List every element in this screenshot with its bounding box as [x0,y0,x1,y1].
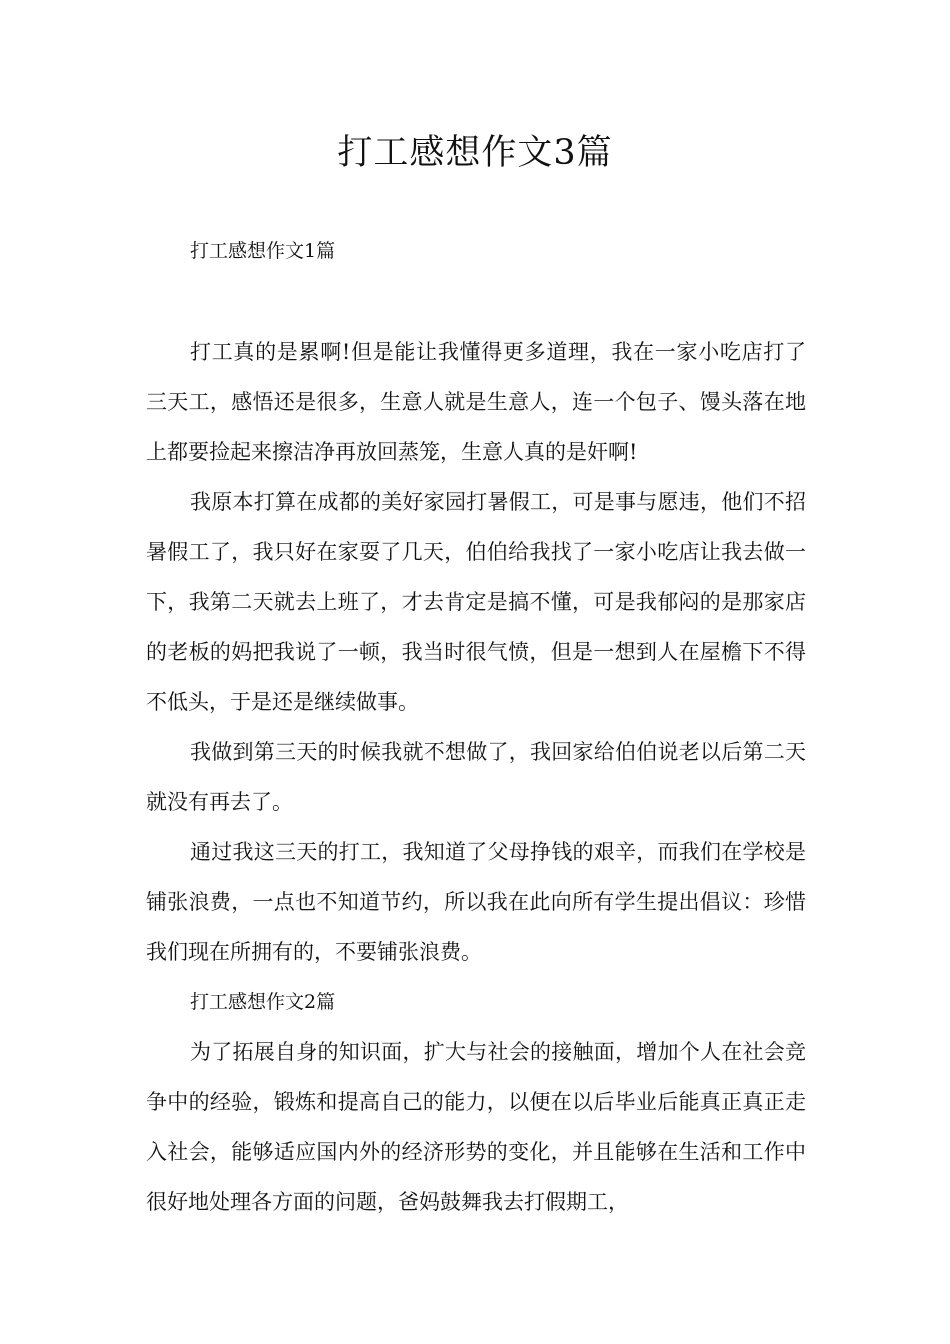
paragraph: 我做到第三天的时候我就不想做了，我回家给伯伯说老以后第二天就没有再去了。 [146,740,806,814]
paragraph: 通过我这三天的打工，我知道了父母挣钱的艰辛，而我们在学校是铺张浪费，一点也不知道节约，所以我在此向所有学生提出倡议：珍惜我们现在所拥有的，不要铺张浪费。 [146,840,806,964]
document-title: 打工感想作文3篇 [337,133,613,173]
paragraph: 打工真的是累啊!但是能让我懂得更多道理，我在一家小吃店打了三天工，感悟还是很多，生意人就是生意人，连一个包子、馒头落在地上都要捡起来擦洁净再放回蒸笼，生意人真的是奸啊! [146,340,806,464]
paragraph: 为了拓展自身的知识面，扩大与社会的接触面，增加个人在社会竞争中的经验，锻炼和提高自己的能力，以便在以后毕业后能真正真正走入社会，能够适应国内外的经济形势的变化，并且能够在生活和工作中很好地处理各方面的问题，爸妈鼓舞我去打假期工， [146,1040,806,1214]
section-heading-2: 打工感想作文2篇 [190,991,336,1013]
paragraph: 我原本打算在成都的美好家园打暑假工，可是事与愿违，他们不招暑假工了，我只好在家耍了几天，伯伯给我找了一家小吃店让我去做一下，我第二天就去上班了，才去肯定是搞不懂，可是我郁闷的是那家店的老板的妈把我说了一顿，我当时很气愤，但是一想到人在屋檐下不得不低头，于是还是继续做事。 [146,490,806,714]
section-heading-1: 打工感想作文1篇 [190,240,336,262]
document-body [146,327,806,1227]
